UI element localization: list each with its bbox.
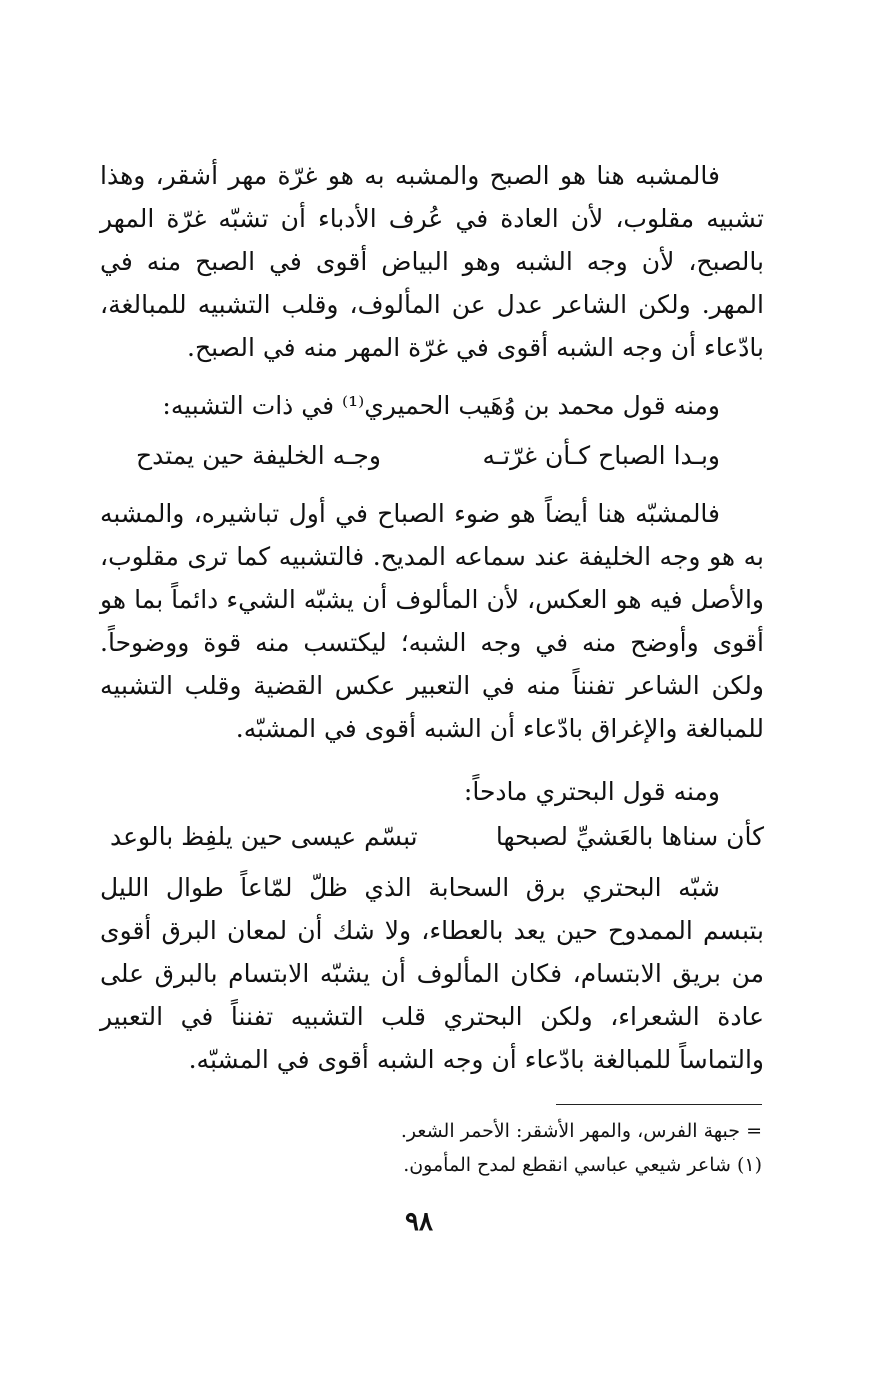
verse-1-second-hemistich: وجـه الخليفة حين يمتدح bbox=[136, 441, 381, 470]
paragraph-2-block bbox=[100, 492, 764, 750]
footnotes bbox=[300, 1114, 762, 1182]
intro-2-block bbox=[100, 384, 764, 427]
verse-2-second-hemistich: تبسّم عيسى حين يلفِظ بالوعد bbox=[110, 822, 418, 851]
verse-2 bbox=[100, 815, 764, 858]
footnote-divider bbox=[556, 1104, 762, 1105]
paragraph-3: شبّه البحتري برق السحابة الذي ظلّ لمّاعاً طوال الليل بتبسم الممدوح حين يعد بالعطاء، ولا شك أن لمعان البرق أقوى من بريق الابتسام، فكان المألوف أن يشبّه الابتسام بالبرق على عادة الشعراء، ولكن البحتري قلب التشبيه تفنناً في التعبير والتماساً للمبالغة بادّعاء أن وجه الشبه أقوى في المشبّه. bbox=[100, 873, 764, 1074]
paragraph-1-block bbox=[100, 154, 764, 369]
paragraph-1: فالمشبه هنا هو الصبح والمشبه به هو غرّة مهر أشقر، وهذا تشبيه مقلوب، لأن العادة في عُرف الأدباء أن تشبّه غرّة المهر بالصبح، لأن وجه الشبه وهو البياض أقوى في الصبح منه في المهر. ولكن الشاعر عدل عن المألوف، وقلب التشبيه للمبالغة، بادّعاء أن وجه الشبه أقوى في غرّة المهر منه في الصبح. bbox=[100, 161, 764, 362]
verse-2-first-hemistich: كأن سناها بالعَشيِّ لصبحها bbox=[495, 822, 764, 851]
verse-1-first-hemistich: وبـدا الصباح كـأن غرّتـه bbox=[482, 441, 720, 470]
verse-1-intro: ومنه قول محمد بن وُهَيب الحميري⁽¹⁾ في ذات التشبيه: bbox=[162, 391, 720, 420]
footnote-1: (١) شاعر شيعي عباسي انقطع لمدح المأمون. bbox=[403, 1154, 762, 1176]
footnote-continued: = جبهة الفرس، والمهر الأشقر: الأحمر الشعر. bbox=[400, 1120, 762, 1142]
page-number: ٩٨ bbox=[405, 1207, 433, 1237]
verse-2-intro: ومنه قول البحتري مادحاً: bbox=[463, 777, 720, 806]
paragraph-2: فالمشبّه هنا أيضاً هو ضوء الصباح في أول تباشيره، والمشبه به هو وجه الخليفة عند سماعه المديح. فالتشبيه كما ترى مقلوب، والأصل فيه هو العكس، لأن المألوف أن يشبّه الشيء دائماً بما هو أقوى وأوضح منه في وجه الشبه؛ ليكتسب منه قوة ووضوحاً. ولكن الشاعر تفنناً منه في التعبير عكس القضية وقلب التشبيه للمبالغة والإغراق بادّعاء أن الشبه أقوى في المشبّه. bbox=[100, 499, 764, 743]
paragraph-3-block bbox=[100, 866, 764, 1081]
verse-1 bbox=[100, 434, 764, 477]
intro-3-block bbox=[100, 770, 764, 813]
